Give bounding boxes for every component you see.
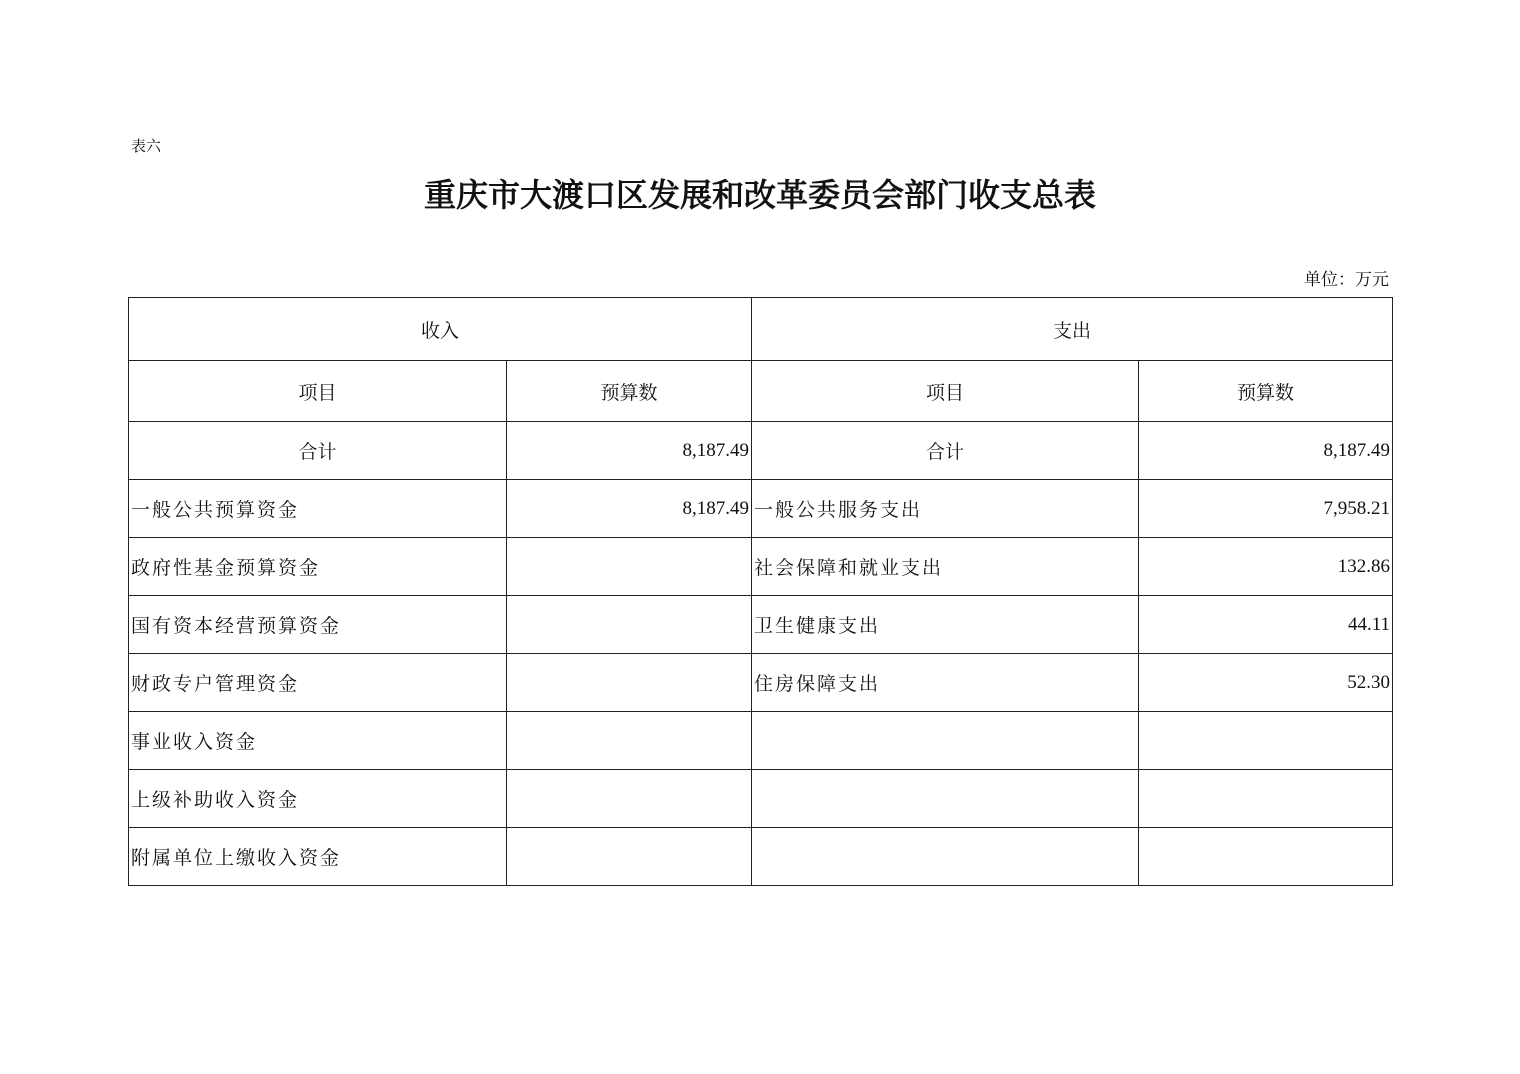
- expense-item: 合计: [752, 422, 1139, 480]
- income-amount: [507, 596, 752, 654]
- income-item: 附属单位上缴收入资金: [129, 828, 507, 886]
- expense-item: [752, 770, 1139, 828]
- expense-amount: [1139, 828, 1393, 886]
- expense-amount: 44.11: [1139, 596, 1393, 654]
- income-item: 上级补助收入资金: [129, 770, 507, 828]
- unit-label: 单位：万元: [1304, 270, 1389, 290]
- income-item: 合计: [129, 422, 507, 480]
- expense-amount: 132.86: [1139, 538, 1393, 596]
- section-header-row: [129, 298, 1393, 361]
- table-row: [129, 538, 1393, 596]
- table-label: 表六: [131, 137, 162, 155]
- document-title: 重庆市大渡口区发展和改革委员会部门收支总表: [423, 176, 1096, 214]
- table-row: [129, 596, 1393, 654]
- income-amount-header: 预算数: [507, 361, 752, 422]
- income-amount: [507, 538, 752, 596]
- income-amount: [507, 654, 752, 712]
- expense-amount: [1139, 770, 1393, 828]
- income-amount: [507, 770, 752, 828]
- income-item: 一般公共预算资金: [129, 480, 507, 538]
- expense-item: 住房保障支出: [752, 654, 1139, 712]
- expense-amount: 52.30: [1139, 654, 1393, 712]
- expense-item: 社会保障和就业支出: [752, 538, 1139, 596]
- income-item-header: 项目: [129, 361, 507, 422]
- income-item: 国有资本经营预算资金: [129, 596, 507, 654]
- expense-item: 卫生健康支出: [752, 596, 1139, 654]
- table-row: [129, 828, 1393, 886]
- expense-item-header: 项目: [752, 361, 1139, 422]
- expense-amount: 7,958.21: [1139, 480, 1393, 538]
- income-amount: 8,187.49: [507, 422, 752, 480]
- income-section-header: 收入: [129, 298, 752, 361]
- income-amount: 8,187.49: [507, 480, 752, 538]
- expense-amount: [1139, 712, 1393, 770]
- expense-item: [752, 828, 1139, 886]
- income-amount: [507, 828, 752, 886]
- expense-item: [752, 712, 1139, 770]
- expense-item: 一般公共服务支出: [752, 480, 1139, 538]
- table-row: [129, 654, 1393, 712]
- total-row: [129, 422, 1393, 480]
- table-row: [129, 712, 1393, 770]
- column-header-row: [129, 361, 1393, 422]
- expense-section-header: 支出: [752, 298, 1393, 361]
- expense-amount: 8,187.49: [1139, 422, 1393, 480]
- income-amount: [507, 712, 752, 770]
- expense-amount-header: 预算数: [1139, 361, 1393, 422]
- income-item: 政府性基金预算资金: [129, 538, 507, 596]
- income-item: 财政专户管理资金: [129, 654, 507, 712]
- income-item: 事业收入资金: [129, 712, 507, 770]
- table-row: [129, 480, 1393, 538]
- budget-table: [128, 297, 1393, 886]
- table-row: [129, 770, 1393, 828]
